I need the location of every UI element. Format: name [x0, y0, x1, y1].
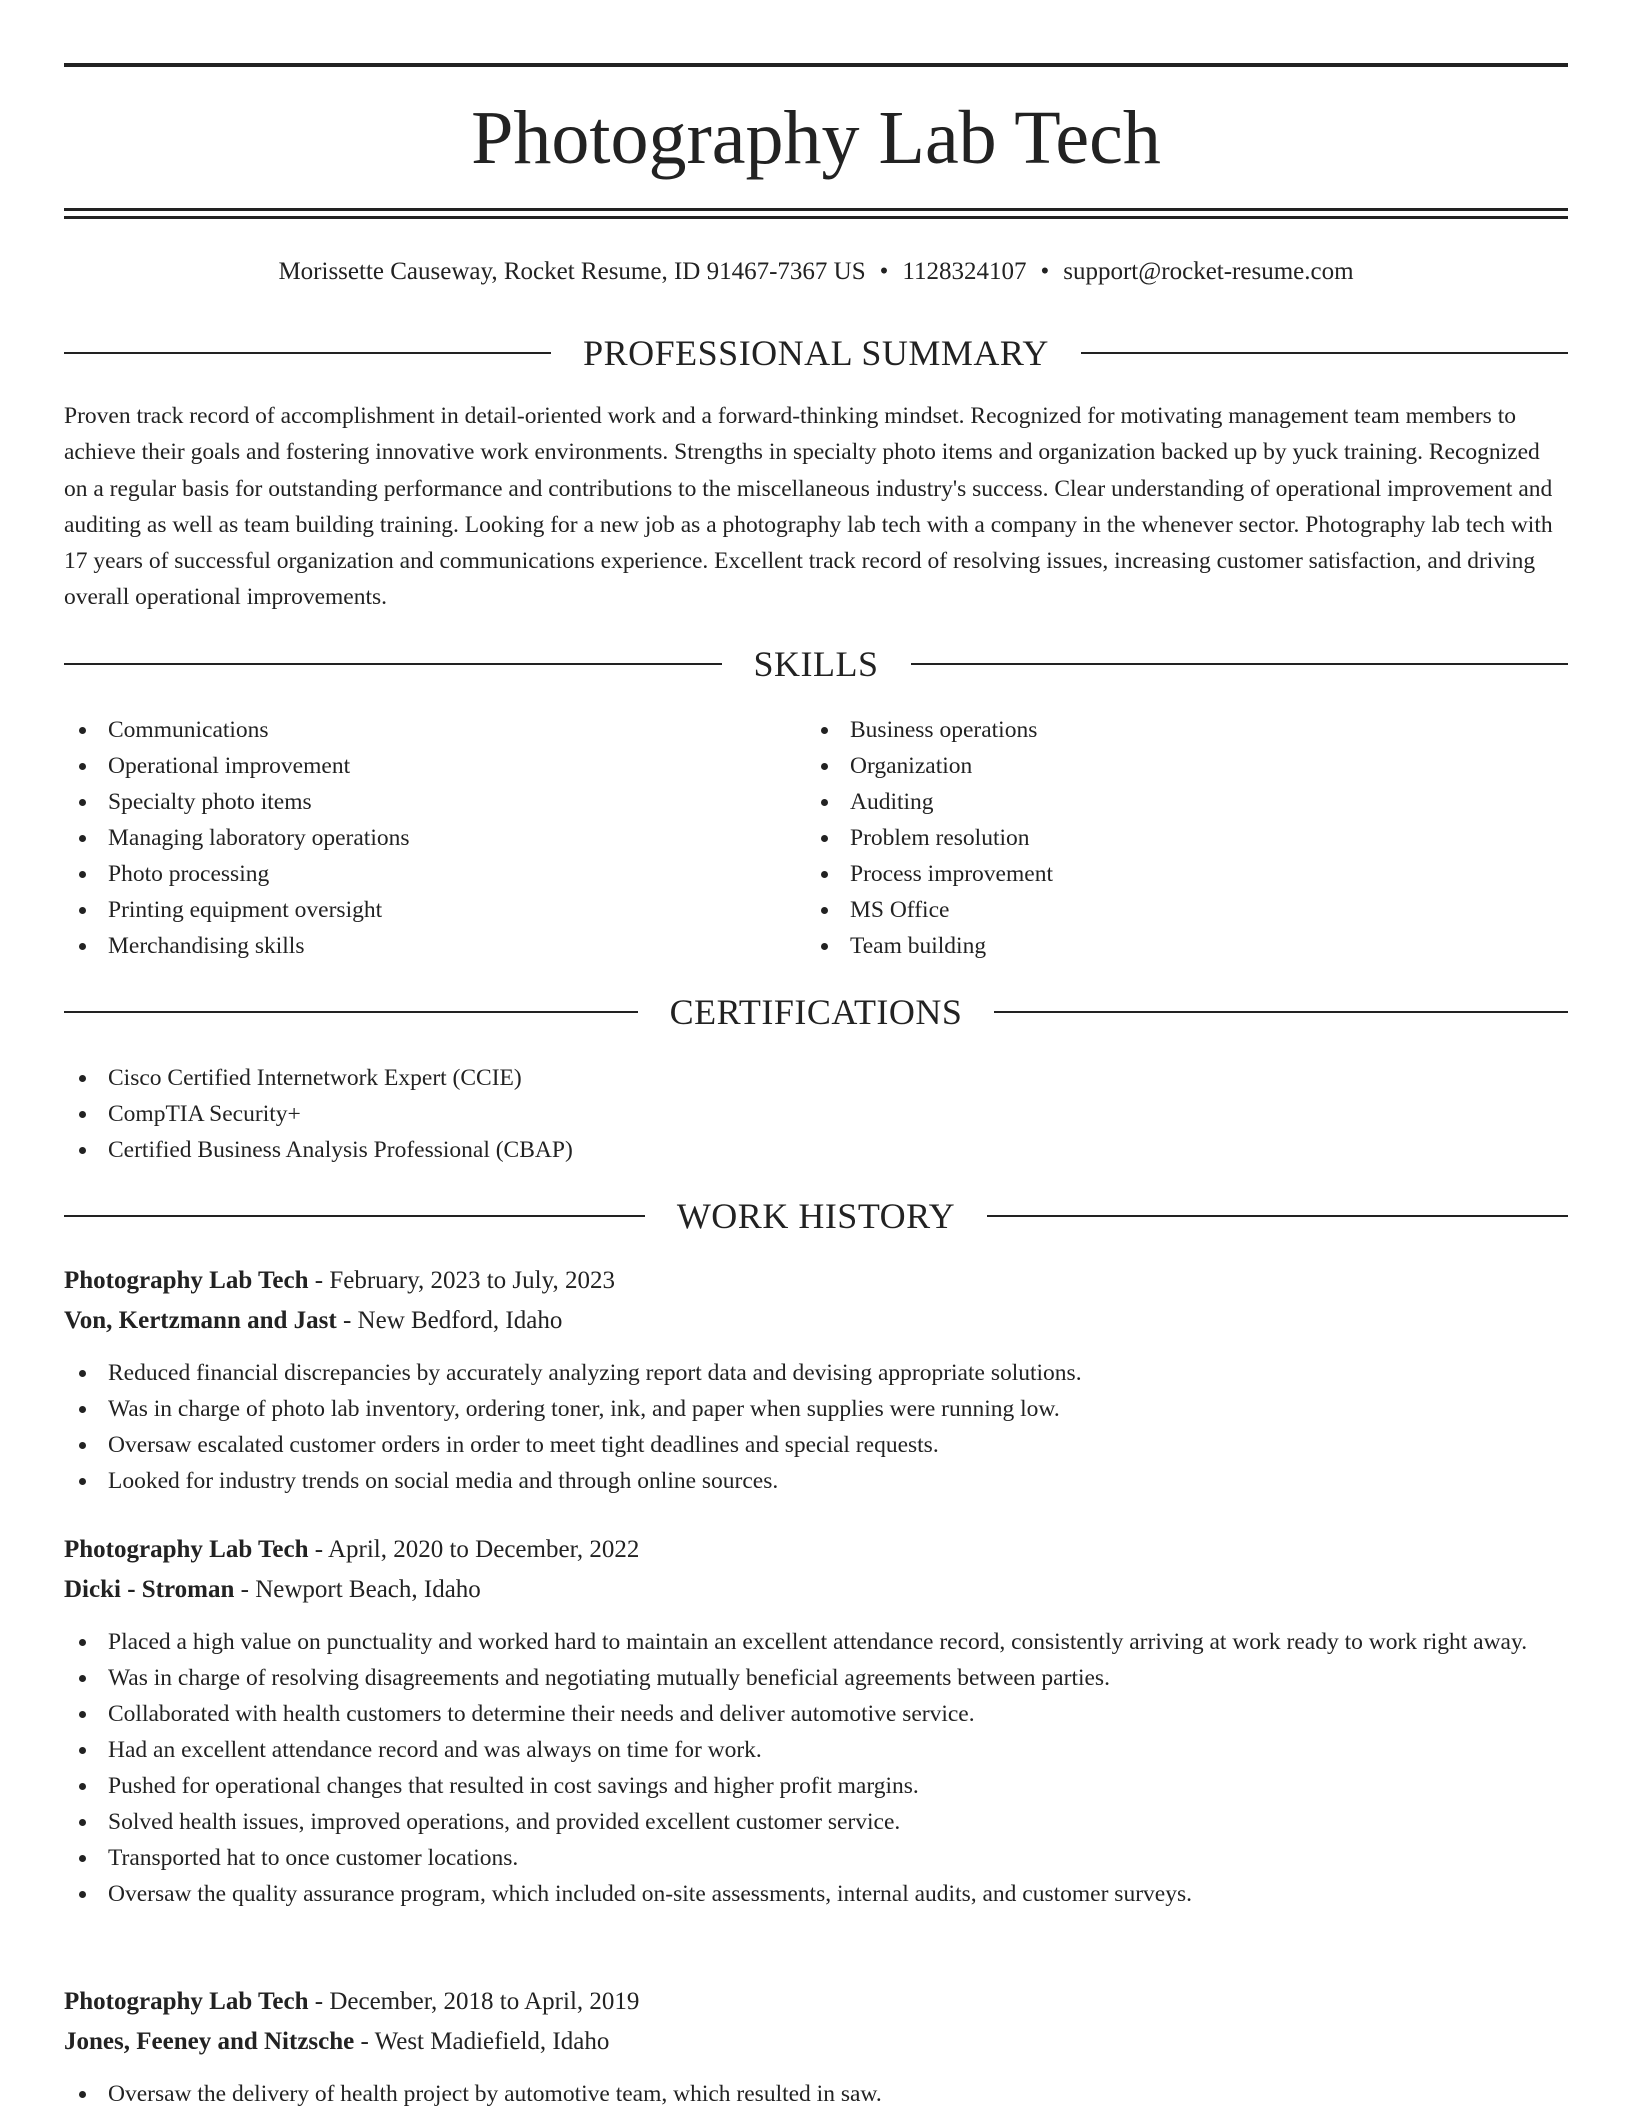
skill-item: Managing laboratory operations [64, 820, 764, 856]
section-divider [987, 1215, 1568, 1217]
job-bullet: Pushed for operational changes that resulted in cost savings and higher profit margins. [64, 1768, 1568, 1804]
job-bullet: Oversaw the delivery of health project by automotive team, which resulted in saw. [64, 2076, 1568, 2112]
job-title: Photography Lab Tech [64, 1536, 309, 1563]
job-dates: - December, 2018 to April, 2019 [308, 1988, 640, 2015]
section-title-skills: SKILLS [753, 644, 879, 684]
certifications-list [64, 1060, 1568, 1168]
skill-item: Team building [806, 928, 1506, 964]
contact-line [64, 252, 1568, 292]
section-title-work-history: WORK HISTORY [676, 1196, 956, 1236]
section-title-certifications: CERTIFICATIONS [669, 992, 963, 1032]
job-bullet: Solved health issues, improved operations, and provided excellent customer service. [64, 1804, 1568, 1840]
contact-email: support@rocket-resume.com [1063, 258, 1354, 285]
certification-item: CompTIA Security+ [64, 1096, 1568, 1132]
skill-item: Organization [806, 748, 1506, 784]
job-title-line [64, 1530, 1568, 1570]
skill-item: Problem resolution [806, 820, 1506, 856]
job-company-line [64, 1301, 1568, 1341]
contact-phone: 1128324107 [902, 258, 1027, 285]
section-divider [64, 1011, 638, 1013]
job-company: Dicki - Stroman [64, 1576, 235, 1603]
candidate-name: Photography Lab Tech [471, 96, 1161, 180]
job-location: - Newport Beach, Idaho [234, 1576, 481, 1603]
section-divider [64, 663, 722, 665]
header-rule-upper [64, 208, 1568, 211]
skill-item: Specialty photo items [64, 784, 764, 820]
skill-item: Process improvement [806, 856, 1506, 892]
job-bullet: Looked for industry trends on social media and through online sources. [64, 1463, 1568, 1499]
job-bullet: Was in charge of resolving disagreements and negotiating mutually beneficial agreements between parties. [64, 1660, 1568, 1696]
skill-item: Merchandising skills [64, 928, 764, 964]
skill-item: Operational improvement [64, 748, 764, 784]
contact-address: Morissette Causeway, Rocket Resume, ID 91467-7367 US [278, 258, 866, 285]
job-location: - New Bedford, Idaho [336, 1307, 563, 1334]
skills-column-left [64, 712, 764, 964]
skill-item: Business operations [806, 712, 1506, 748]
skill-item: MS Office [806, 892, 1506, 928]
summary-text: Proven track record of accomplishment in detail-oriented work and a forward-thinking mindset. Recognized for motivating management team members to achieve their goals and fostering innovative work environments. Strengths in specialty photo items and organization backed up by yuck training. Recognized on a regular basis for outstanding performance and contributions to the miscellaneous industry's success. Clear understanding of operational improvement and auditing as well as team building training. Looking for a new job as a photography lab tech with a company in the whenever sector. Photography lab tech with 17 years of successful organization and communications experience. Excellent track record of resolving issues, increasing customer satisfaction, and driving overall operational improvements. [64, 403, 1553, 611]
job-bullet: Reduced financial discrepancies by accurately analyzing report data and devising appropriate solutions. [64, 1355, 1568, 1391]
skills-column-right [806, 712, 1506, 964]
job-company-line [64, 1570, 1568, 1610]
job-entry [64, 1982, 1568, 2112]
contact-separator: • [879, 258, 889, 285]
job-entry [64, 1530, 1568, 1912]
job-bullet: Oversaw the quality assurance program, which included on-site assessments, internal audits, and customer surveys. [64, 1876, 1568, 1912]
contact-separator: • [1040, 258, 1050, 285]
top-rule [64, 63, 1568, 67]
skill-item: Printing equipment oversight [64, 892, 764, 928]
job-dates: - April, 2020 to December, 2022 [308, 1536, 640, 1563]
job-bullet: Collaborated with health customers to determine their needs and deliver automotive service. [64, 1696, 1568, 1732]
job-location: - West Madiefield, Idaho [354, 2028, 610, 2055]
section-divider [64, 1215, 645, 1217]
job-title-line [64, 1261, 1568, 1301]
skills-section-header [64, 642, 1568, 686]
skill-item: Auditing [806, 784, 1506, 820]
job-bullet: Placed a high value on punctuality and worked hard to maintain an excellent attendance record, consistently arriving at work ready to work right away. [64, 1624, 1568, 1660]
job-company: Von, Kertzmann and Jast [64, 1307, 337, 1334]
section-divider [64, 352, 551, 354]
header-rule-lower [64, 216, 1568, 219]
job-entry [64, 1261, 1568, 1499]
work-history-section-header [64, 1194, 1568, 1238]
skills-list-right [806, 712, 1506, 964]
job-bullet: Transported hat to once customer locations. [64, 1840, 1568, 1876]
section-divider [994, 1011, 1568, 1013]
job-title: Photography Lab Tech [64, 1267, 309, 1294]
job-bullet: Was in charge of photo lab inventory, ordering toner, ink, and paper when supplies were running low. [64, 1391, 1568, 1427]
skills-list-left [64, 712, 764, 964]
job-bullet: Oversaw escalated customer orders in order to meet tight deadlines and special requests. [64, 1427, 1568, 1463]
section-title-summary: PROFESSIONAL SUMMARY [583, 333, 1049, 373]
job-company-line [64, 2022, 1568, 2062]
certifications-section-header [64, 990, 1568, 1034]
job-title-line [64, 1982, 1568, 2022]
certifications-block [64, 1060, 1568, 1168]
job-bullets [64, 1355, 1568, 1499]
certification-item: Certified Business Analysis Professional (CBAP) [64, 1132, 1568, 1168]
section-divider [911, 663, 1569, 665]
skill-item: Communications [64, 712, 764, 748]
section-divider [1081, 352, 1568, 354]
job-title: Photography Lab Tech [64, 1988, 309, 2015]
job-company: Jones, Feeney and Nitzsche [64, 2028, 355, 2055]
summary-section-header [64, 331, 1568, 375]
job-dates: - February, 2023 to July, 2023 [308, 1267, 615, 1294]
job-bullets [64, 1624, 1568, 1912]
job-bullet: Had an excellent attendance record and was always on time for work. [64, 1732, 1568, 1768]
skill-item: Photo processing [64, 856, 764, 892]
certification-item: Cisco Certified Internetwork Expert (CCIE) [64, 1060, 1568, 1096]
job-bullets [64, 2076, 1568, 2112]
